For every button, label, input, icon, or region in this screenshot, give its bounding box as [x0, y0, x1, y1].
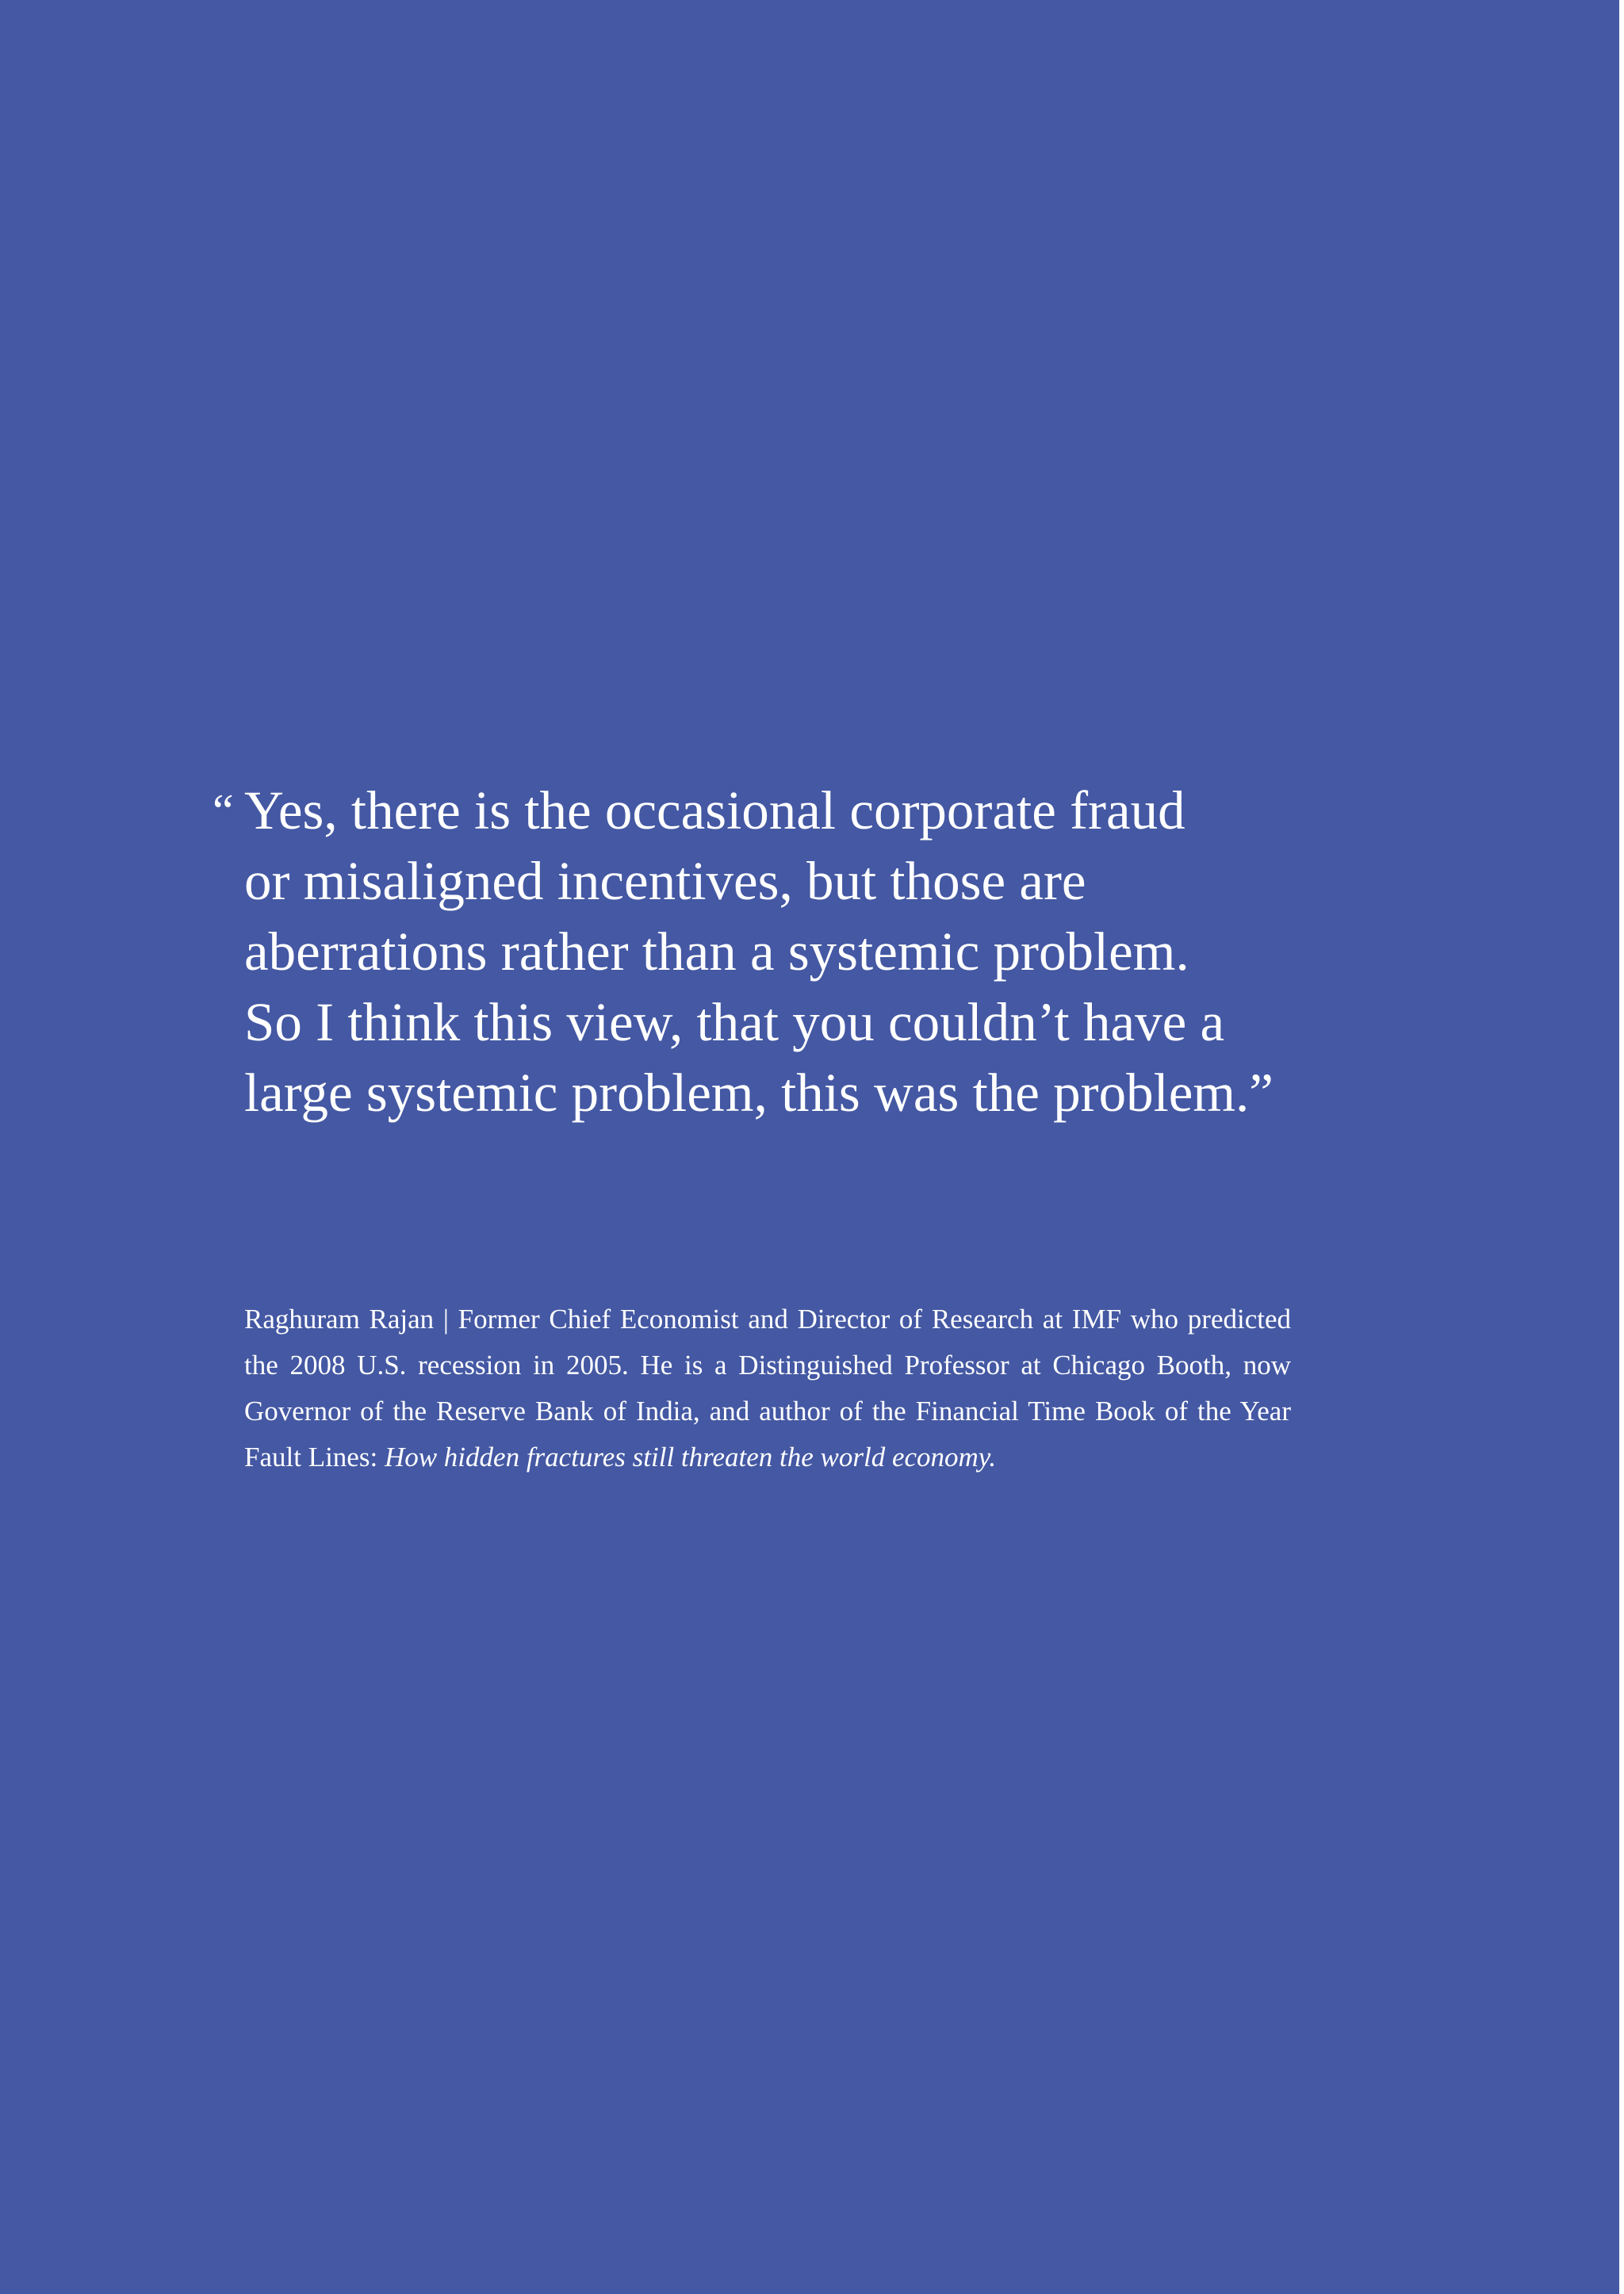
pull-quote	[213, 776, 1323, 1128]
quote-line-1: Yes, there is the occasional corporate fraud	[244, 780, 1185, 841]
quote-line-3: aberrations rather than a systemic problem.	[244, 921, 1189, 982]
quote-line-5: large systemic problem, this was the problem.”	[244, 1063, 1274, 1123]
open-quote-mark: “	[213, 785, 234, 837]
attribution-text: Raghuram Rajan | Former Chief Economist and Director of Research at IMF who predicted the 2008 U.S. recession in 2005. He is a Distinguished Professor at Chicago Booth, now Governor of the Reserve Bank of India, and author of the Financial Time Book of the Year Fault Lines:	[244, 1304, 1291, 1473]
book-title: How hidden fractures still threaten the world economy.	[384, 1442, 997, 1473]
quote-attribution	[244, 1296, 1291, 1480]
quote-line-2: or misaligned incentives, but those are	[244, 851, 1086, 911]
quote-line-4: So I think this view, that you couldn’t have a	[244, 992, 1225, 1052]
page-edge	[1619, 0, 1624, 2294]
